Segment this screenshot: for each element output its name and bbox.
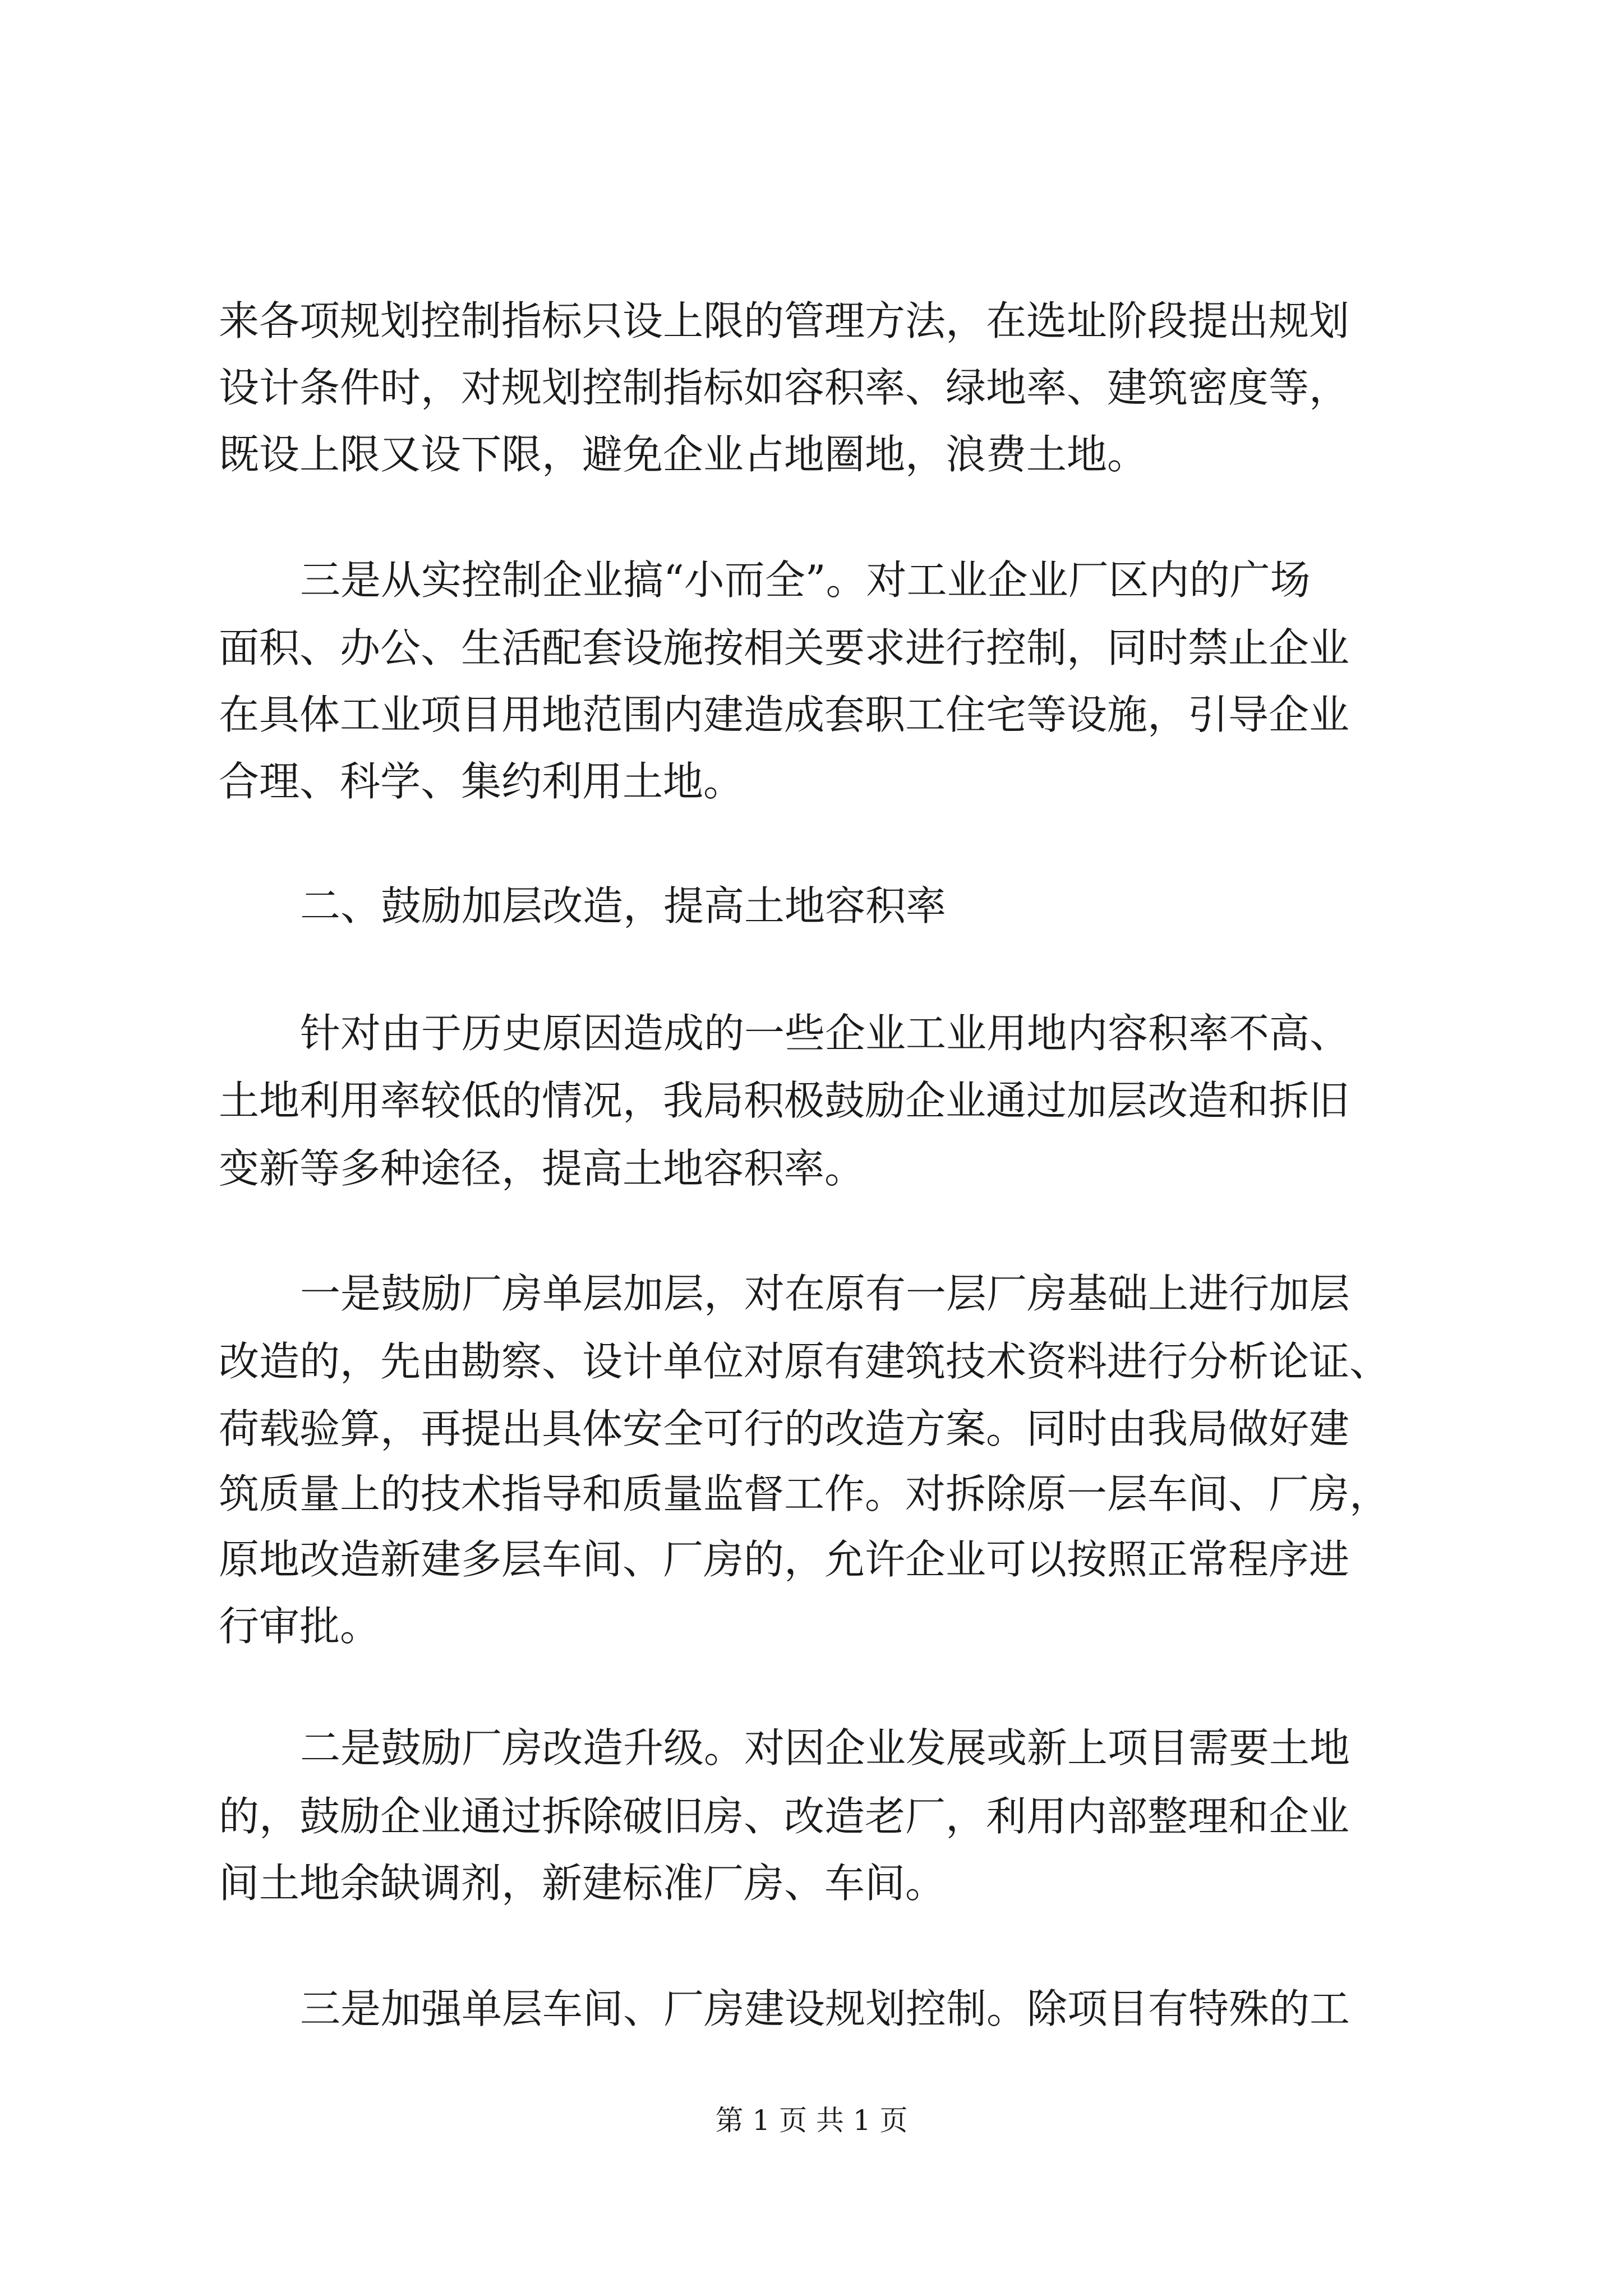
text-line: 行审批。 — [219, 1603, 381, 1650]
text-line: 针对由于历史原因造成的一些企业工业用地内容积率不高、 — [300, 1010, 1350, 1057]
text-line: 面积、办公、生活配套设施按相关要求进行控制，同时禁止企业 — [219, 624, 1350, 671]
section-heading: 二、鼓励加层改造，提高土地容积率 — [300, 882, 947, 930]
text-line: 筑质量上的技术指导和质量监督工作。对拆除原一层车间、厂房， — [219, 1470, 1390, 1517]
text-line: 土地利用率较低的情况，我局积极鼓励企业通过加层改造和拆旧 — [219, 1077, 1350, 1124]
text-line: 三是从实控制企业搞“小而全”。对工业企业厂区内的广场 — [300, 556, 1311, 604]
text-line: 二是鼓励厂房改造升级。对因企业发展或新上项目需要土地 — [300, 1724, 1350, 1772]
text-line: 的，鼓励企业通过拆除破旧房、改造老厂，利用内部整理和企业 — [219, 1793, 1350, 1840]
text-line: 荷载验算，再提出具体安全可行的改造方案。同时由我局做好建 — [219, 1405, 1350, 1452]
text-line: 既设上限又设下限，避免企业占地圈地，浪费土地。 — [219, 431, 1148, 478]
text-line: 来各项规划控制指标只设上限的管理方法，在选址阶段提出规划 — [219, 297, 1350, 344]
text-line: 一是鼓励厂房单层加层，对在原有一层厂房基础上进行加层 — [300, 1270, 1350, 1317]
text-line: 变新等多种途径，提高土地容积率。 — [219, 1145, 865, 1192]
page-footer: 第 1 页 共 1 页 — [715, 2104, 908, 2137]
text-line: 原地改造新建多层车间、厂房的，允许企业可以按照正常程序进 — [219, 1536, 1350, 1583]
text-line: 在具体工业项目用地范围内建造成套职工住宅等设施，引导企业 — [219, 691, 1350, 738]
text-line: 改造的，先由勘察、设计单位对原有建筑技术资料进行分析论证、 — [219, 1338, 1390, 1385]
text-line: 间土地余缺调剂，新建标准厂房、车间。 — [219, 1860, 946, 1907]
text-line: 合理、科学、集约利用土地。 — [219, 758, 744, 805]
text-line: 三是加强单层车间、厂房建设规划控制。除项目有特殊的工 — [300, 1985, 1350, 2032]
text-line: 设计条件时，对规划控制指标如容积率、绿地率、建筑密度等， — [219, 364, 1350, 411]
